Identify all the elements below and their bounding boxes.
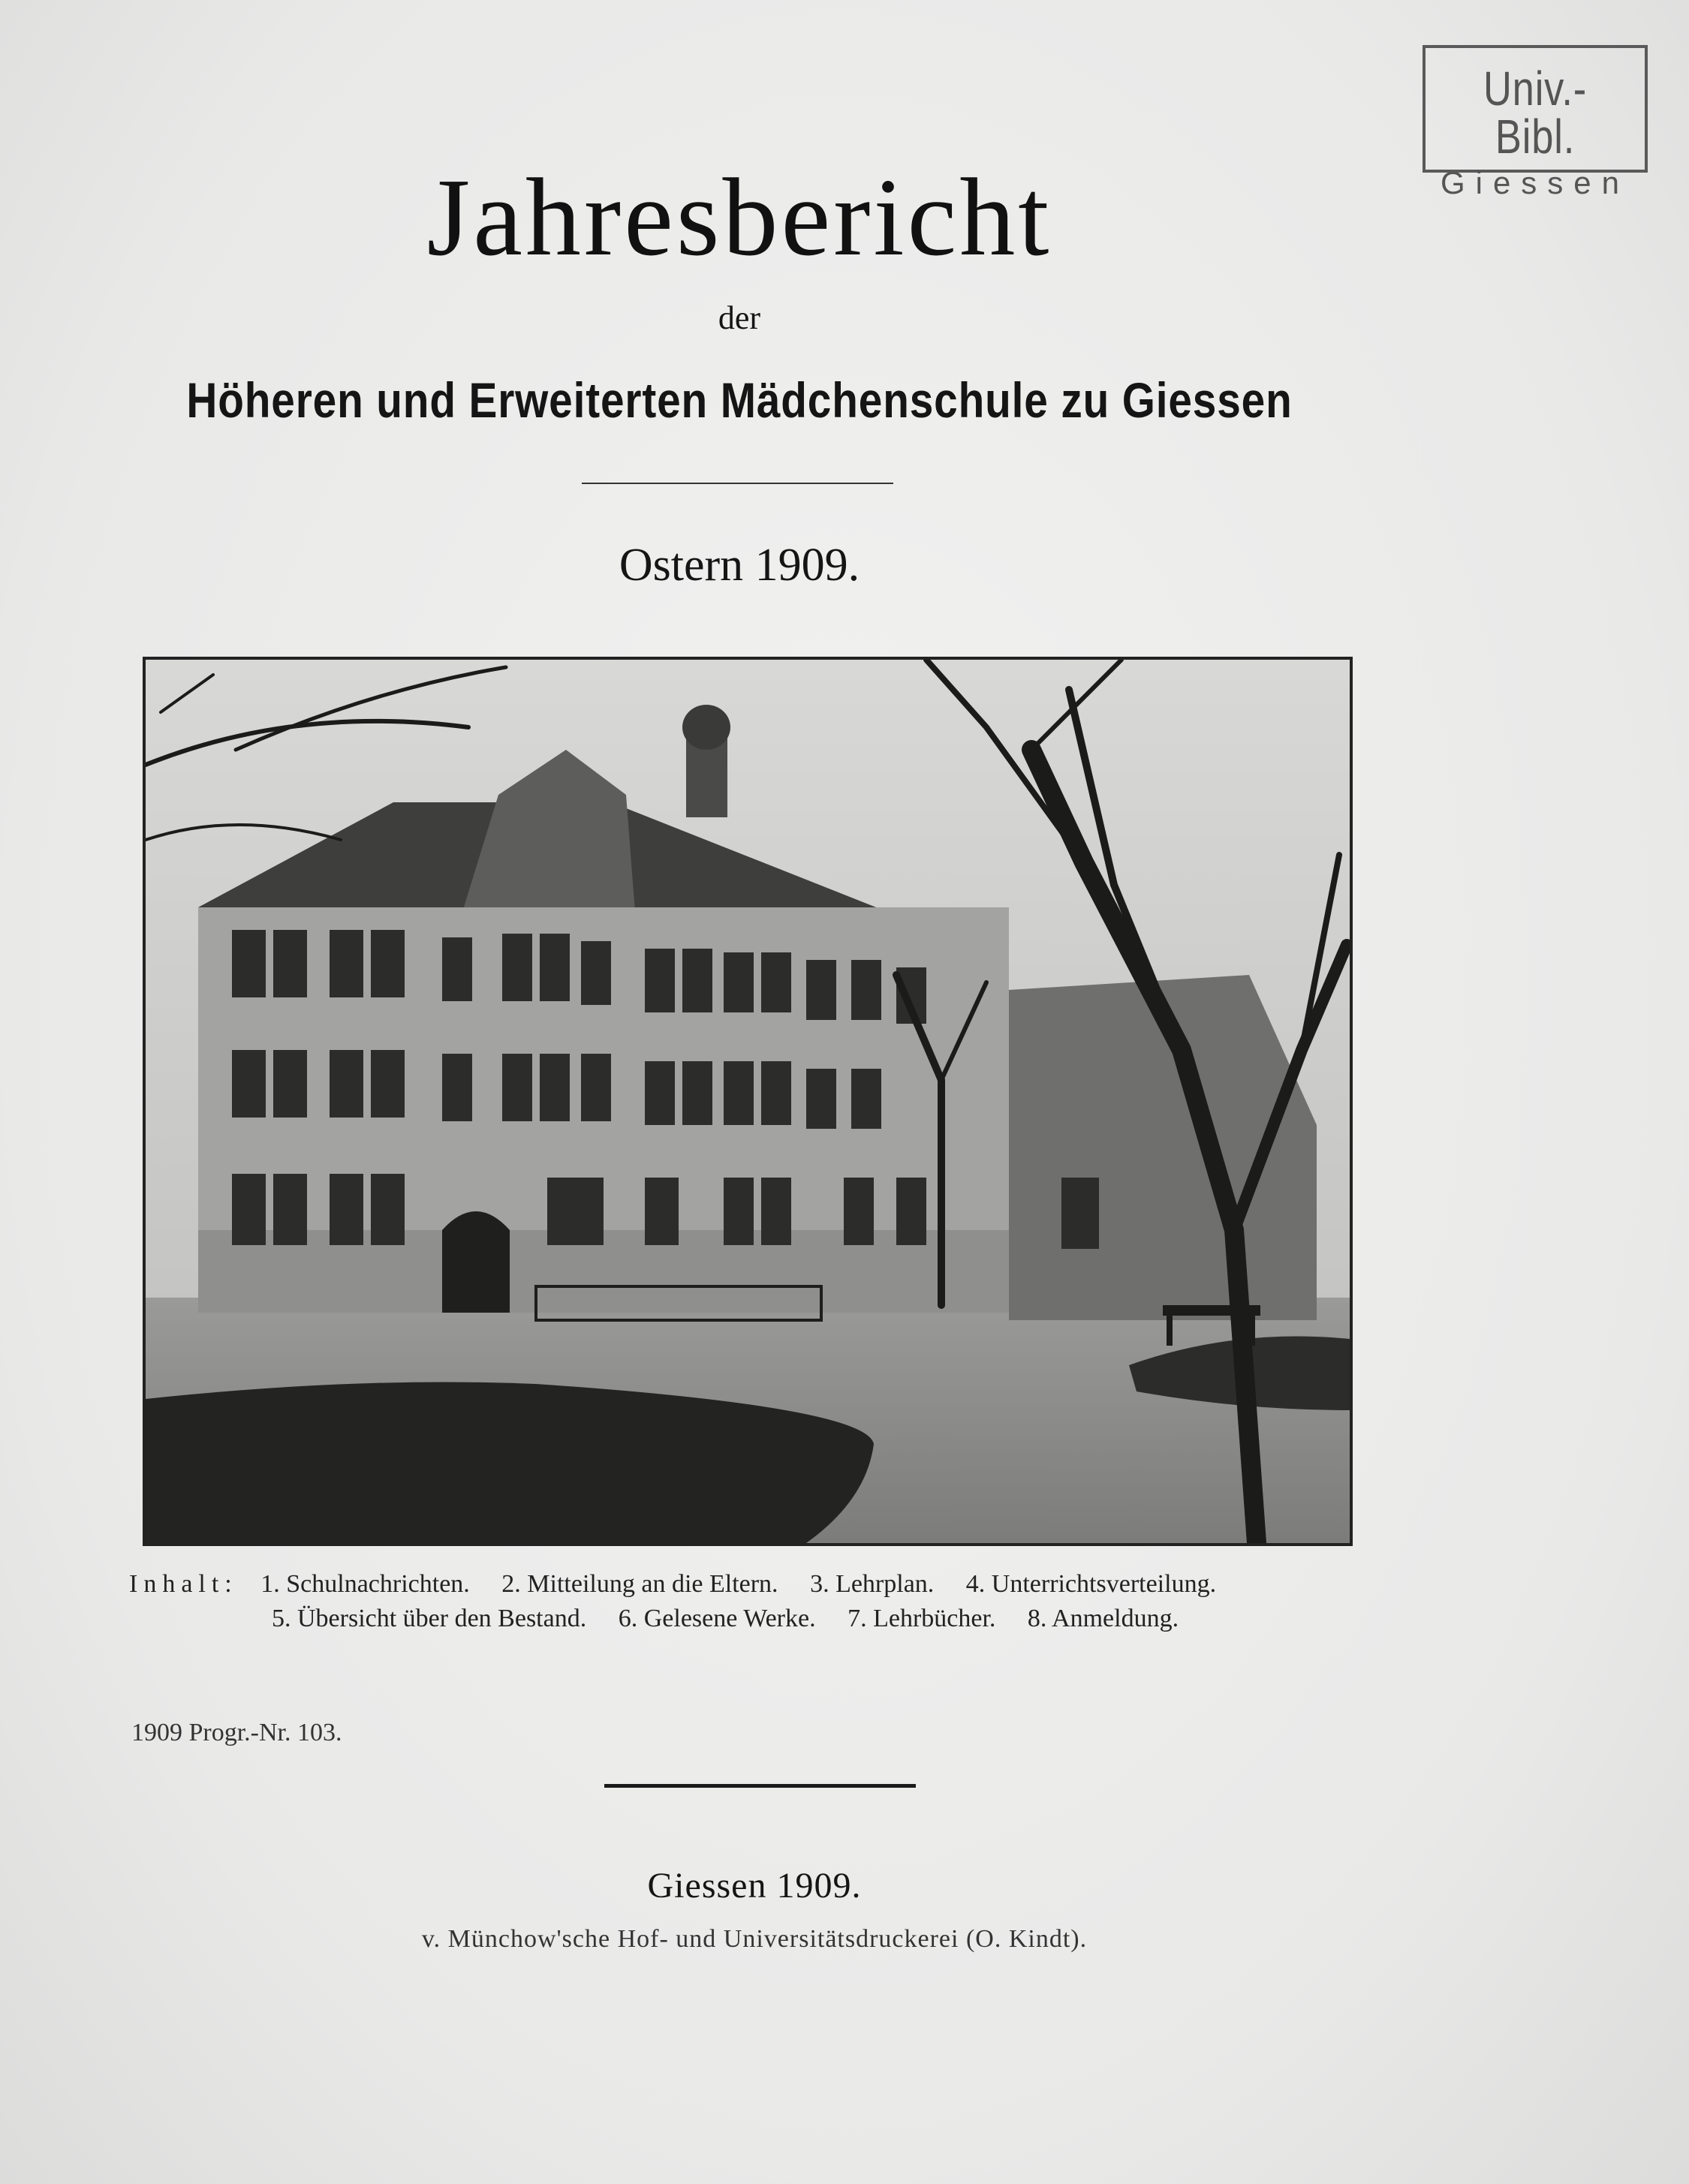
bottom-divider-rule [604, 1784, 916, 1788]
contents-row-2 [129, 1602, 1405, 1636]
contents-item: 5. Übersicht über den Bestand. [272, 1605, 587, 1632]
contents-item: 4. Unterrichtsverteilung. [965, 1570, 1217, 1598]
stamp-line-1: Univ.-Bibl. [1483, 62, 1588, 164]
date-line: Ostern 1909. [619, 540, 860, 591]
contents-item: 6. Gelesene Werke. [618, 1605, 816, 1632]
document-title: Jahresbericht [426, 156, 1052, 279]
contents-row-1 [129, 1567, 1405, 1602]
contents-item: 7. Lehrbücher. [848, 1605, 996, 1632]
contents-item: 2. Mitteilung an die Eltern. [501, 1570, 778, 1598]
divider-rule [582, 483, 893, 484]
subtitle-der: der [718, 299, 761, 336]
school-name: Höheren und Erweiterten Mädchenschule zu Giessen [186, 372, 1293, 428]
contents-item: 8. Anmeldung. [1027, 1605, 1179, 1632]
program-number: 1909 Progr.-Nr. 103. [131, 1719, 342, 1746]
table-of-contents [129, 1567, 1405, 1636]
printer-imprint: v. Münchow'sche Hof- und Universitätsdruckerei (O. Kindt). [421, 1925, 1088, 1953]
place-year: Giessen 1909. [647, 1866, 862, 1906]
stamp-line-2: Giessen [1440, 165, 1630, 200]
building-photo-drawing [146, 660, 1350, 1543]
contents-item: 1. Schulnachrichten. [260, 1570, 470, 1598]
contents-item: 3. Lehrplan. [810, 1570, 935, 1598]
contents-label: Inhalt: [129, 1570, 238, 1598]
school-building-photo [143, 657, 1353, 1546]
